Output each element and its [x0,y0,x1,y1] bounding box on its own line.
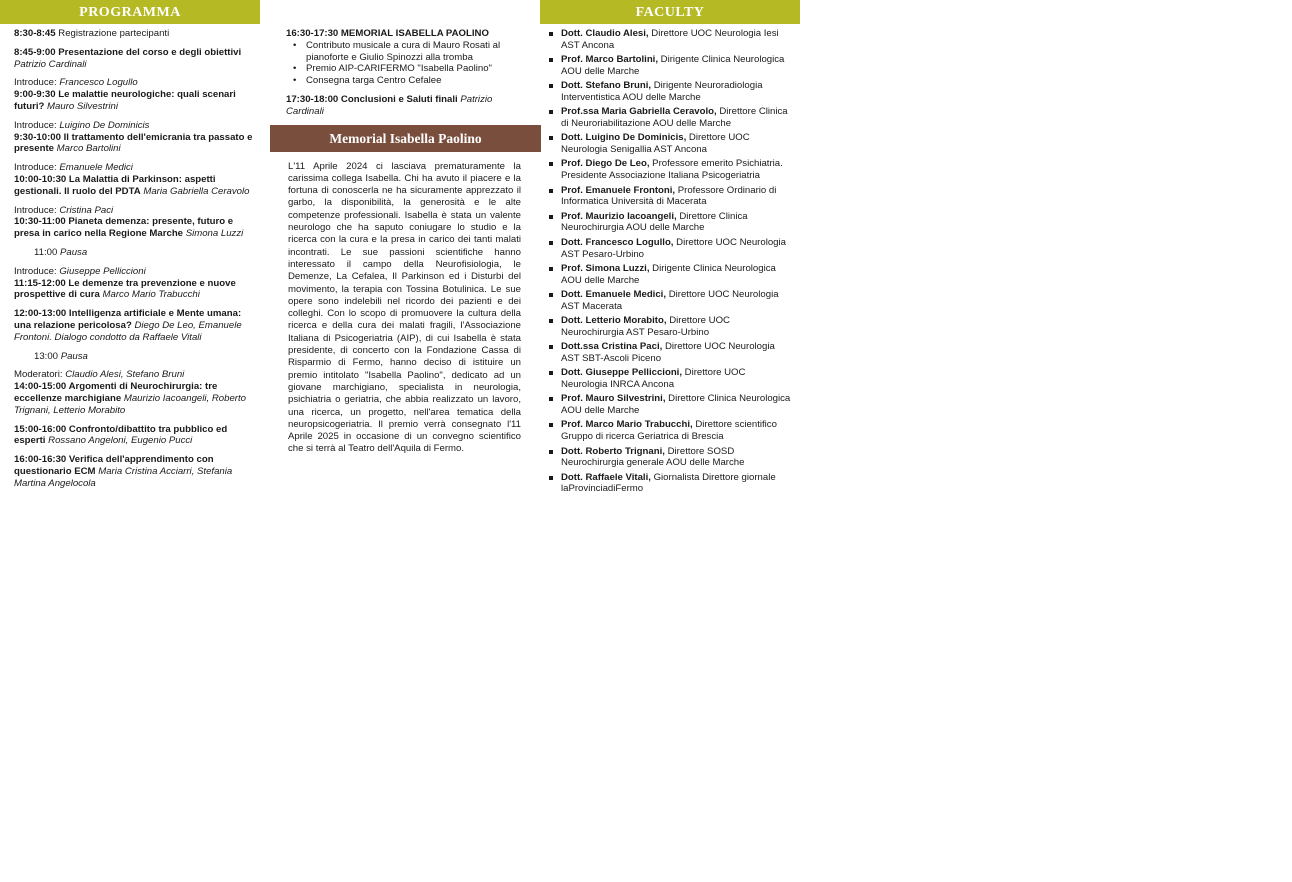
faculty-role: Direttore scientifico Gruppo di ricerca Geriatrica di Brescia [561,419,777,443]
talk-speaker: Rossano Angeloni, Eugenio Pucci [45,435,193,447]
program-entry [14,308,258,343]
faculty-role: Direttore UOC Neurologia Iesi AST Ancona [561,28,779,51]
introducer-name: Francesco Logullo [59,77,138,89]
talk-title: 14:00-15:00 Argomenti di Neurochirurgia: tre eccellenze marchigiane [14,381,218,404]
talk-title: 8:30-8:45 [14,28,56,39]
faculty-role: Direttore UOC Neurologia AST Pesaro-Urbino [561,236,786,260]
talk-title: 15:00-16:00 Confronto/dibattito tra pubblico ed esperti [14,423,228,447]
pause-time: 11:00 [34,246,60,258]
faculty-name: Dott. Emanuele Medici, [561,288,667,300]
faculty-role: Direttore Clinica Neurologica AOU delle Marche [561,393,791,417]
talk-speaker: Maria Gabriella Ceravolo [140,185,250,197]
talk-title: 16:00-16:30 Verifica dell'apprendimento con questionario ECM [14,454,214,477]
talk-speaker: Marco Mario Trabucchi [99,289,200,301]
talk-title: 9:00-9:30 Le malattie neurologiche: quali scenari futuri? [14,89,236,112]
faculty-role: Professore Ordinario di Informatica Università di Macerata [561,184,777,208]
faculty-role: Dirigente Clinica Neurologica AOU delle Marche [561,54,785,77]
program-entry [14,77,258,112]
memorial-bullet: • Consegna targa Centro Cefalee [306,75,523,87]
talk-speaker: Simona Luzzi [183,228,244,240]
introducer-label: Introduce: [14,162,60,174]
introducer-name: Claudio Alesi, Stefano Bruni [65,369,185,381]
pause-entry [14,351,258,363]
pause-label: Pausa [60,350,88,362]
faculty-role: Giornalista Direttore giornale laProvinciadiFermo [561,471,776,495]
closing-entry [286,94,523,118]
memorial-column [270,28,541,456]
introducer-label: Introduce: [14,265,60,277]
faculty-role: Direttore Clinica di Neuroriabilitazione AOU delle Marche [561,106,788,130]
faculty-role: Professore emerito Psichiatria. Presidente Associazione Italiana Psicogeriatria [561,158,783,182]
talk-speaker: Maurizio Iacoangeli, Roberto Trignani, Letterio Morabito [14,392,246,416]
faculty-item [546,54,791,78]
talk-speaker: Marco Bartolini [54,143,121,155]
faculty-name: Dott. Stefano Bruni, [561,80,652,92]
memorial-text: L'11 Aprile 2024 ci lasciava prematuramente la carissima collega Isabella. Chi ha avuto il piacere e la fortuna di conoscerla ne ha sicuramente apprezzato il garbo, la disponibilità, la generosità e le alte competenze professionali. Isabella è stata un valente neurologo che ha saputo coniugare lo studio e la ricerca con la cura e la presa in carico dei tanti malati incontrati. Le sue passioni scientifiche hanno interessato il campo della Neurofisiologia, le Demenze, La Cefalea, Il Parkinson ed i Disturbi del movimento, la terapia con Tossina Botulinica. Le sue opere sono indelebili nel ricordo dei pazienti e dei colleghi. Con lo scopo di promuovere la cultura della ricerca e della cura dei malati fragili, l'Associazione Italiana di Psicogeriatria (AIP), di cui Isabella è stata presidente, di concerto con la Fondazione Cassa di Risparmio di Fermo, hanno deciso di istituire un premio intitolato "Isabella Paolino", dedicato ad un giovane marchigiano, specialista in neurologia, psichiatria o geriatria, che abbia realizzato un lavoro, una ricerca, un progetto, nell'area tematica della neuropsicogeriatria. Il premio verrà consegnato l'11 Aprile 2025 in occasione di un convegno scientifico che si terrà al Teatro dell'Aquila di Fermo. [288,160,521,455]
faculty-name: Dott. Francesco Logullo, [561,236,674,248]
faculty-item [546,237,791,261]
pause-label: Pausa [59,246,88,258]
introducer-name: Emanuele Medici [59,162,133,174]
faculty-item [546,106,791,130]
faculty-name: Dott. Giuseppe Pelliccioni, [561,367,683,379]
pause-entry [14,247,258,259]
programma-header: PROGRAMMA [0,0,260,24]
faculty-role: Direttore Clinica Neurochirurgia AOU delle Marche [561,210,748,234]
faculty-name: Prof. Marco Mario Trabucchi, [561,419,693,431]
program-introducer [14,266,258,278]
program-talk [14,424,258,448]
faculty-name: Prof. Simona Luzzi, [561,262,650,274]
program-entry [14,205,258,240]
memorial-session-list [286,40,523,87]
faculty-item [546,393,791,417]
program-talk [14,132,258,156]
faculty-name: Prof. Emanuele Frontoni, [561,184,676,196]
faculty-item [546,367,791,391]
memorial-bullet: • Contributo musicale a cura di Mauro Rosati al pianoforte e Giulio Spinozzi alla tromba [306,40,523,64]
faculty-item [546,80,791,104]
program-introducer [14,120,258,132]
introducer-name: Cristina Paci [59,204,114,216]
introducer-name: Giuseppe Pelliccioni [59,265,146,277]
closing-speaker: Patrizio Cardinali [286,93,493,117]
faculty-name: Prof. Maurizio Iacoangeli, [561,210,677,222]
faculty-header: FACULTY [540,0,800,24]
faculty-role: Direttore UOC Neurologia AST SBT-Ascoli Piceno [561,341,775,364]
faculty-name: Dott. Roberto Trignani, [561,445,665,457]
program-talk [14,89,258,113]
faculty-item [546,341,791,365]
faculty-role: Direttore UOC Neurologia AST Macerata [561,288,779,312]
faculty-item [546,315,791,339]
faculty-name: Dott. Claudio Alesi, [561,28,649,39]
talk-speaker: Maria Cristina Acciarri, Stefania Martina Angelocola [14,465,233,489]
program-introducer [14,162,258,174]
introducer-name: Luigino De Dominicis [59,119,150,131]
faculty-list [546,28,791,495]
faculty-column [546,28,791,498]
program-introducer [14,77,258,89]
faculty-role: Direttore SOSD Neurochirurgia generale AOU delle Marche [561,445,745,469]
faculty-item [546,158,791,182]
program-introducer [14,205,258,217]
program-talk [14,28,258,40]
program-entry [14,162,258,197]
faculty-item [546,132,791,156]
program-entry [14,424,258,448]
program-talk [14,278,258,302]
faculty-role: Dirigente Neuroradiologia Interventistica AOU delle Marche [561,80,763,103]
introducer-label: Moderatori: [14,369,66,381]
programma-column [14,28,258,497]
program-talk [14,381,258,416]
faculty-role: Direttore UOC Neurologia Senigallia AST Ancona [561,132,750,156]
program-entry [14,28,258,40]
faculty-name: Dott.ssa Cristina Paci, [561,341,663,353]
program-introducer [14,369,258,381]
faculty-item [546,211,791,235]
talk-speaker: Diego De Leo, Emanuele Frontoni. Dialogo condotto da Raffaele Vitali [14,319,242,343]
faculty-role: Dirigente Clinica Neurologica AOU delle Marche [561,262,776,286]
introducer-label: Introduce: [14,119,60,131]
talk-title: 8:45-9:00 Presentazione del corso e degli obiettivi [14,46,242,58]
talk-speaker: Mauro Silvestrini [44,100,118,112]
faculty-item [546,419,791,443]
talk-title: 9:30-10:00 Il trattamento dell'emicrania tra passato e presente [14,131,253,155]
memorial-section-title: Memorial Isabella Paolino [270,125,541,152]
faculty-name: Prof. Mauro Silvestrini, [561,393,666,405]
faculty-name: Dott. Raffaele Vitali, [561,471,651,483]
talk-title: 11:15-12:00 Le demenze tra prevenzione e nuove prospettive di cura [14,277,236,301]
faculty-item [546,472,791,496]
program-talk [14,454,258,489]
program-entry [14,369,258,416]
faculty-role: Direttore UOC Neurologia INRCA Ancona [561,367,746,391]
pause-time: 13:00 [34,350,61,362]
program-talk [14,47,258,71]
faculty-role: Direttore UOC Neurochirurgia AST Pesaro-Urbino [561,315,730,338]
faculty-name: Prof.ssa Maria Gabriella Ceravolo, [561,106,717,118]
talk-text: Registrazione partecipanti [55,28,170,39]
talk-title: 10:30-11:00 Pianeta demenza: presente, futuro e presa in carico nella Regione Marche [14,216,234,240]
faculty-item [546,263,791,287]
program-talk [14,308,258,343]
faculty-name: Dott. Letterio Morabito, [561,315,667,327]
program-entry [14,47,258,71]
faculty-item [546,289,791,313]
faculty-item [546,185,791,209]
talk-title: 10:00-10:30 La Malattia di Parkinson: aspetti gestionali. Il ruolo del PDTA [14,173,216,197]
memorial-session [270,28,541,118]
faculty-item [546,28,791,52]
faculty-name: Prof. Marco Bartolini, [561,54,659,66]
talk-speaker: Patrizio Cardinali [14,58,87,70]
program-entry [14,120,258,155]
program-talk [14,174,258,198]
introducer-label: Introduce: [14,204,60,216]
faculty-name: Prof. Diego De Leo, [561,158,650,170]
faculty-name: Dott. Luigino De Dominicis, [561,132,687,144]
talk-title: 12:00-13:00 Intelligenza artificiale e Mente umana: una relazione pericolosa? [14,308,242,331]
program-entry [14,454,258,489]
memorial-bullet: • Premio AIP-CARIFERMO "Isabella Paolino" [306,63,523,75]
program-entry [14,266,258,301]
program-talk [14,216,258,240]
closing-title: 17:30-18:00 Conclusioni e Saluti finali [286,93,458,105]
memorial-session-title: 16:30-17:30 MEMORIAL ISABELLA PAOLINO [286,28,489,39]
introducer-label: Introduce: [14,77,60,89]
faculty-item [546,446,791,470]
